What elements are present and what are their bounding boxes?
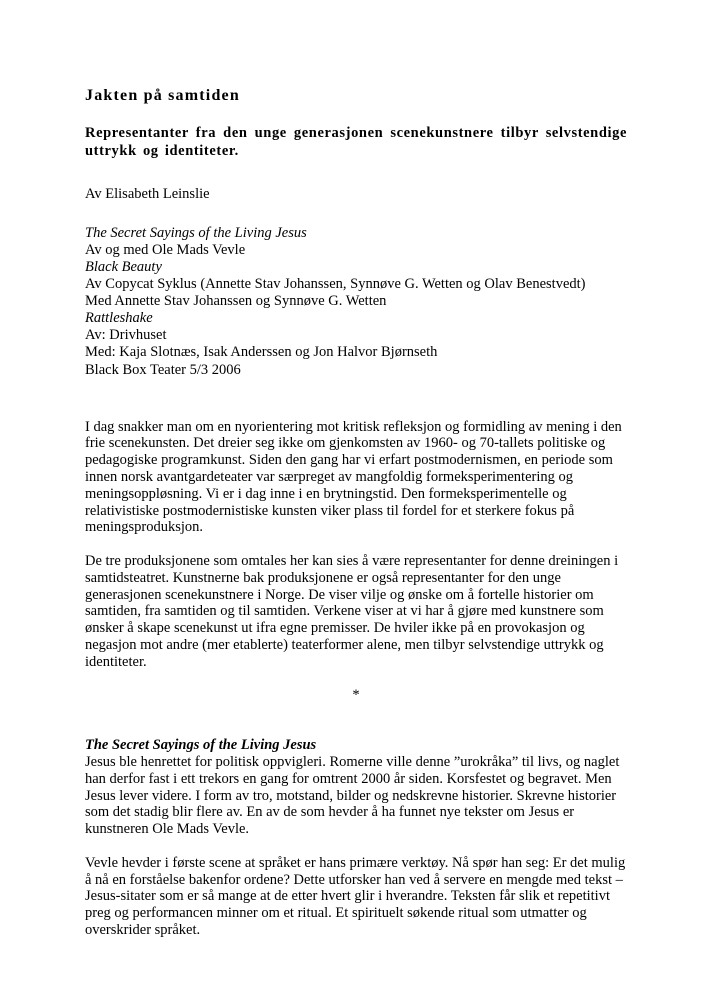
body-paragraph: De tre produksjonene som omtales her kan sies å være representanter for denne dreiningen i samtidsteatret. Kunstnerne bak produksjonene er også representanter for den unge generasjonen scenekunstnere i Norge. De viser vilje og ønske om å fortelle historier om samtiden, fra samtiden og til samtiden. Verkene viser at vi har å gjøre med kunstnere som ønsker å skape scenekunst ut ifra egne premisser. De hviler ikke på en provokasjon og negasjon mot andre (mer etablerte) teaterformer alene, men tilbyr selvstendige uttrykk og identiteter. (85, 553, 619, 670)
credit-line: Av Copycat Syklus (Annette Stav Johanssen, Synnøve G. Wetten og Olav Benestvedt) (85, 276, 586, 293)
byline: Av Elisabeth Leinslie (85, 186, 210, 202)
section-separator: * (352, 687, 360, 704)
credit-production-title: Rattleshake (85, 310, 153, 327)
credit-production-title: The Secret Sayings of the Living Jesus (85, 224, 307, 241)
credit-line: Med Annette Stav Johanssen og Synnøve G. Wetten (85, 293, 387, 310)
section-heading: The Secret Sayings of the Living Jesus (85, 737, 317, 754)
credit-line: Med: Kaja Slotnæs, Isak Anderssen og Jon Halvor Bjørnseth (85, 344, 438, 361)
credit-production-title: Black Beauty (85, 258, 162, 275)
article-lead: Representanter fra den unge generasjonen scenekunstnere tilbyr selvstendige uttrykk og identiteter. (85, 125, 627, 159)
credit-line: Av og med Ole Mads Vevle (85, 241, 246, 258)
credit-line: Av: Drivhuset (85, 327, 167, 344)
article-title: Jakten på samtiden (85, 87, 240, 104)
body-paragraph: Jesus ble henrettet for politisk oppvigleri. Romerne ville denne ”urokråka” til livs, og naglet han derfor fast i ett trekors en gang for omtrent 2000 år siden. Korsfestet og begravet. Men Jesus lever videre. I form av tro, motstand, bilder og nedskrevne historier. Skrevne historier som det stadig blir flere av. En av de som hevder å ha funnet nye tekster om Jesus er kunstneren Ole Mads Vevle. (85, 753, 620, 838)
body-paragraph: I dag snakker man om en nyorientering mot kritisk refleksjon og formidling av mening i den frie scenekunsten. Det dreier seg ikke om gjenkomsten av 1960- og 70-tallets politiske og pedagogiske programkunst. Siden den gang har vi erfart postmodernismen, en periode som innen norsk avantgardeteater var særpreget av mangfoldig formeksperimentering og meningsoppløsning. Vi er i dag inne i en brytningstid. Den formeksperimentelle og relativistiske postmodernistiske kunsten viker plass til fordel for et sterkere fokus på meningsproduksjon. (85, 418, 622, 536)
production-credits (85, 225, 627, 379)
body-paragraph: Vevle hevder i første scene at språket er hans primære verktøy. Nå spør han seg: Er det mulig å nå en forståelse bakenfor ordene? Dette utforsker han ved å servere en mengde med tekst – Jesus-sitater som er så mange at de etter hvert glir i hverandre. Teksten får slik et repetitivt preg og performancen minner om et ritual. Et spirituelt søkende ritual som utmatter og overskrider språket. (85, 854, 626, 938)
credit-line: Black Box Teater 5/3 2006 (85, 361, 241, 378)
